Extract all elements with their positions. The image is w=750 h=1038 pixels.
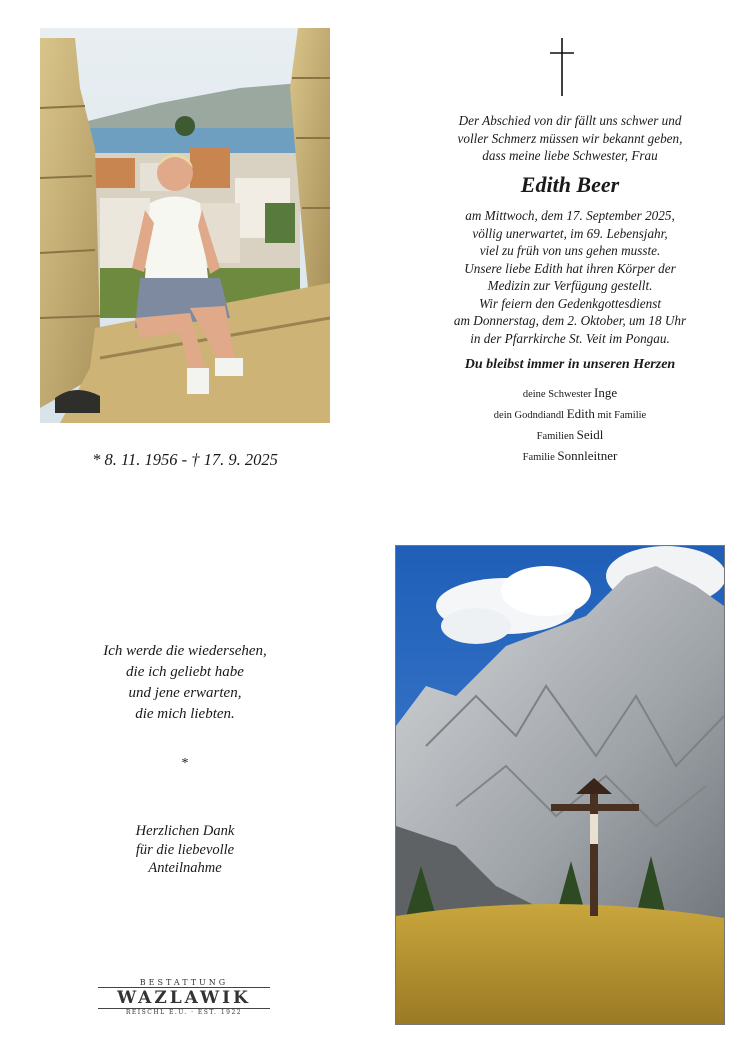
life-dates: * 8. 11. 1956 - † 17. 9. 2025 xyxy=(92,450,278,469)
mourner-entry xyxy=(410,404,730,425)
mourner-entry xyxy=(410,383,730,404)
details-line: völlig unerwartet, im 69. Lebensjahr, xyxy=(472,225,668,241)
thanks-line: Herzlichen Dank xyxy=(135,823,235,839)
announcement-intro xyxy=(410,112,730,165)
details-line: Medizin zur Verfügung gestellt. xyxy=(487,278,653,293)
mourner-name: Inge xyxy=(594,385,618,400)
mourner-prefix: Familien xyxy=(536,431,574,442)
poem xyxy=(40,641,330,725)
thanks-line: für die liebevolle xyxy=(135,841,235,858)
details-line: am Donnerstag, dem 2. Oktober, um 18 Uhr xyxy=(453,313,687,328)
mourner-name: Edith xyxy=(566,406,595,421)
poem-line: die mich liebten. xyxy=(135,706,235,722)
details-line: Wir feiern den Gedenkgottesdienst xyxy=(478,295,662,311)
deceased-name: Edith Beer xyxy=(520,172,620,197)
poem-line: die ich geliebt habe xyxy=(126,664,244,680)
intro-line: Der Abschied von dir fällt uns schwer und xyxy=(458,113,682,128)
logo-main-text: WAZLAWIK xyxy=(117,988,251,1008)
thanks-line: Anteilnahme xyxy=(148,860,222,876)
details-line: Unsere liebe Edith hat ihren Körper der xyxy=(464,260,676,276)
thanks-note xyxy=(40,822,330,878)
mountain-photo-image xyxy=(396,546,724,1024)
mourner-name: Seidl xyxy=(576,427,604,442)
details-line: viel zu früh von uns gehen musste. xyxy=(479,243,661,258)
logo-top-text: BESTATTUNG xyxy=(139,978,229,987)
mountain-photo xyxy=(395,545,725,1025)
mourner-prefix: dein Godndiandl xyxy=(493,410,565,421)
mourner-entry xyxy=(410,446,730,467)
mourner-name: Sonnleitner xyxy=(557,448,618,463)
separator-asterisk: * xyxy=(181,756,189,771)
portrait-photo-image xyxy=(40,28,330,423)
portrait-photo xyxy=(40,28,330,423)
poem-line: Ich werde die wiedersehen, xyxy=(103,643,267,659)
mourner-entry xyxy=(410,425,730,446)
mourners-list xyxy=(410,383,730,467)
details-line: in der Pfarrkirche St. Veit im Pongau. xyxy=(470,330,670,346)
logo-bottom-text: REISCHL E.U. · EST. 1922 xyxy=(125,1009,243,1016)
mourner-suffix: mit Familie xyxy=(597,410,647,421)
announcement-details xyxy=(410,207,730,347)
intro-line: dass meine liebe Schwester, Frau xyxy=(482,148,658,163)
mourner-prefix: deine Schwester xyxy=(522,389,592,400)
mourner-prefix: Familie xyxy=(522,452,555,463)
details-line: am Mittwoch, dem 17. September 2025, xyxy=(465,208,675,223)
motto: Du bleibst immer in unseren Herzen xyxy=(464,357,676,372)
intro-line: voller Schmerz müssen wir bekannt geben, xyxy=(457,130,683,146)
funeral-home-logo xyxy=(98,978,270,1016)
poem-line: und jene erwarten, xyxy=(128,685,242,701)
cross-icon xyxy=(547,38,577,98)
